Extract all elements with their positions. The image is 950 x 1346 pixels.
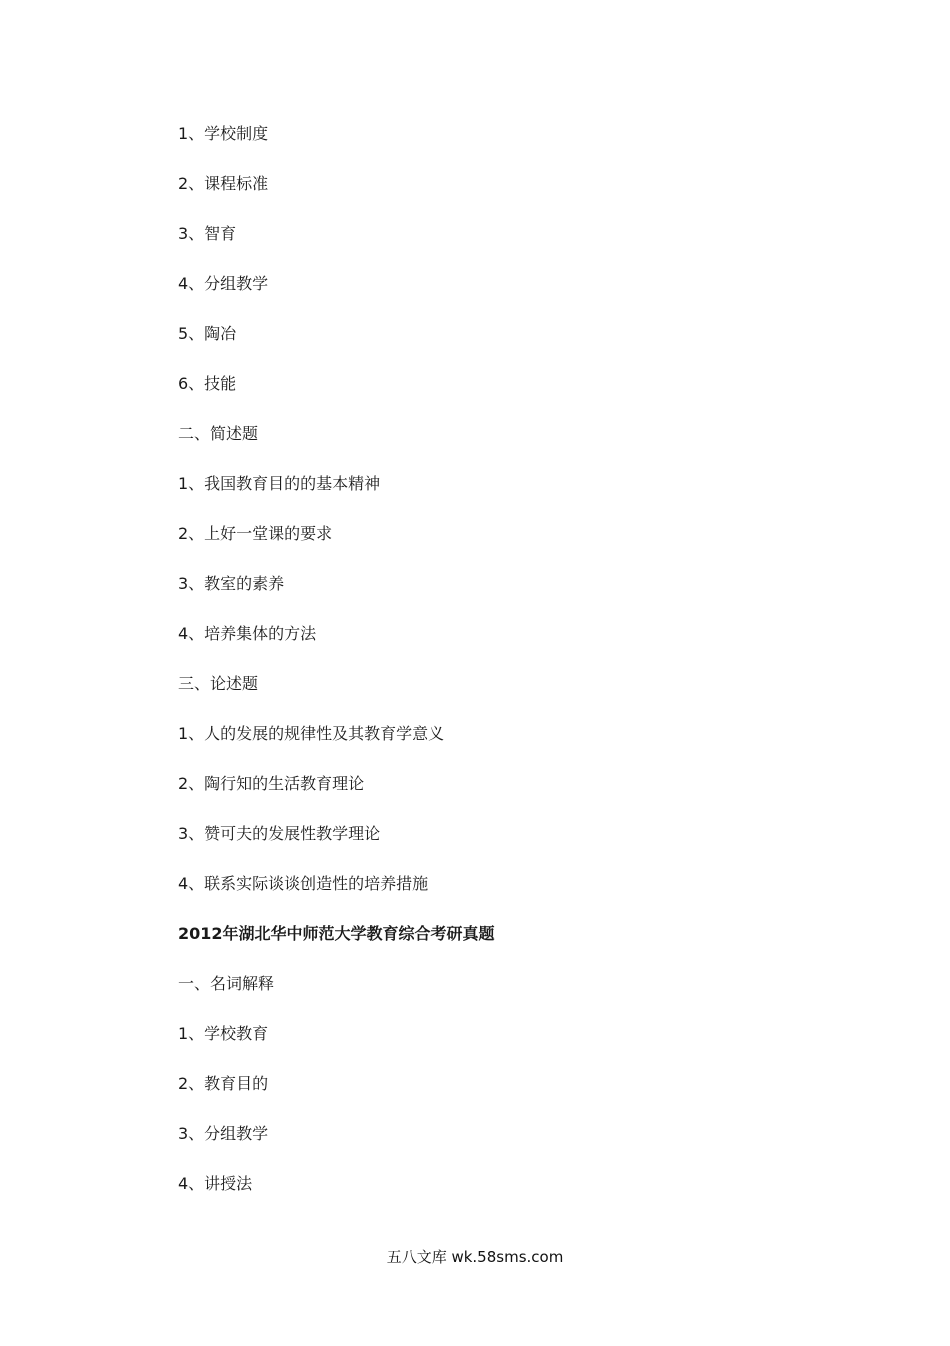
list-item: 1、学校制度	[178, 124, 269, 143]
list-item: 6、技能	[178, 374, 237, 393]
list-item: 2、陶行知的生活教育理论	[178, 774, 365, 793]
exam-title: 2012年湖北华中师范大学教育综合考研真题	[178, 924, 495, 943]
list-item: 5、陶冶	[178, 324, 237, 343]
list-item: 4、联系实际谈谈创造性的培养措施	[178, 874, 429, 893]
section-heading: 三、论述题	[178, 674, 259, 693]
document-body	[178, 122, 798, 1222]
section-heading: 一、名词解释	[178, 974, 275, 993]
list-item: 4、分组教学	[178, 274, 269, 293]
list-item: 2、课程标准	[178, 174, 269, 193]
list-item: 2、教育目的	[178, 1074, 269, 1093]
list-item: 2、上好一堂课的要求	[178, 524, 333, 543]
list-item: 3、赞可夫的发展性教学理论	[178, 824, 381, 843]
list-item: 3、教室的素养	[178, 574, 285, 593]
list-item: 4、讲授法	[178, 1174, 253, 1193]
list-item: 1、学校教育	[178, 1024, 269, 1043]
list-item: 1、我国教育目的的基本精神	[178, 474, 381, 493]
list-item: 3、分组教学	[178, 1124, 269, 1143]
list-item: 3、智育	[178, 224, 237, 243]
page-footer: 五八文库 wk.58sms.com	[386, 1248, 564, 1266]
list-item: 1、人的发展的规律性及其教育学意义	[178, 724, 445, 743]
section-heading: 二、简述题	[178, 424, 259, 443]
list-item: 4、培养集体的方法	[178, 624, 317, 643]
